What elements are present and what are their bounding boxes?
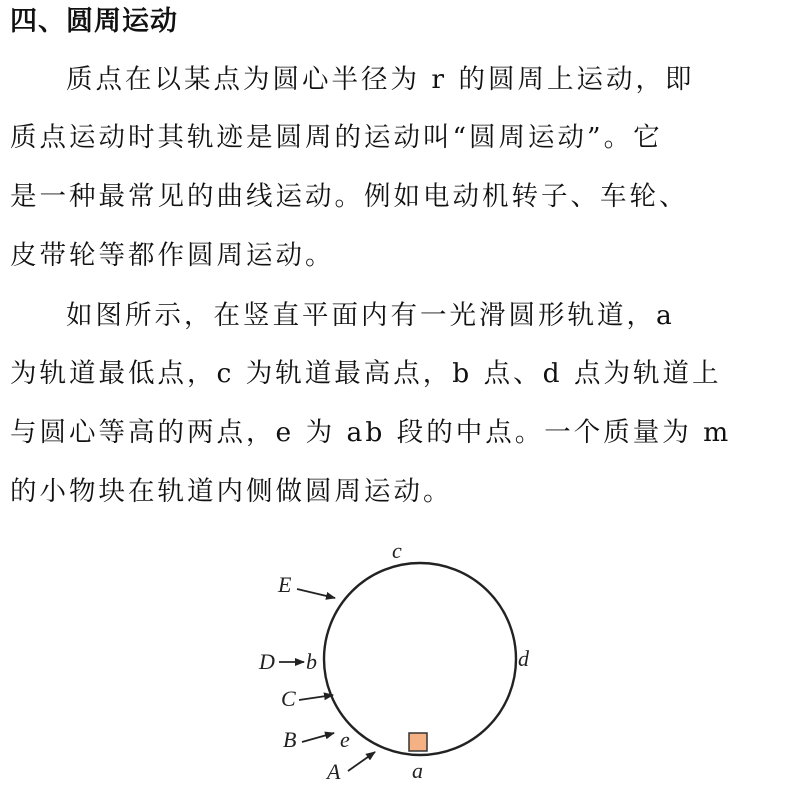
paragraph2-line3: 与圆心等高的两点，e 为 ab 段的中点。一个质量为 m [10,417,732,448]
arrow-label-D: D [259,649,275,674]
small-block [409,733,427,751]
paragraph1-line1: 质点在以某点为圆心半径为 r 的圆周上运动，即 [66,64,695,95]
paragraph1-line2: 质点运动时其轨迹是圆周的运动叫“圆周运动”。它 [10,122,663,153]
paragraph2-line1: 如图所示，在竖直平面内有一光滑圆形轨道，a [66,300,675,331]
arrow-label-A: A [327,759,341,784]
arrow-C [299,695,333,700]
paragraph1-line3: 是一种最常见的曲线运动。例如电动机转子、车轮、 [10,181,689,212]
label-c: c [392,538,402,563]
arrow-label-E: E [278,572,292,597]
label-a: a [412,758,423,783]
circular-track [324,563,516,755]
label-b: b [306,649,317,674]
paragraph1-line4: 皮带轮等都作圆周运动。 [10,240,335,271]
arrow-E [297,589,335,598]
arrow-B [302,733,334,742]
paragraph2-line4: 的小物块在轨道内侧做圆周运动。 [10,476,453,507]
arrow-A [348,752,375,771]
paragraph2-line2: 为轨道最低点，c 为轨道最高点，b 点、d 点为轨道上 [10,358,722,389]
circular-track-diagram [240,535,560,785]
section-title: 四、圆周运动 [10,6,178,37]
arrow-label-B: B [283,727,297,752]
label-d: d [518,646,529,671]
arrow-label-C: C [281,686,296,711]
label-e: e [340,727,350,752]
